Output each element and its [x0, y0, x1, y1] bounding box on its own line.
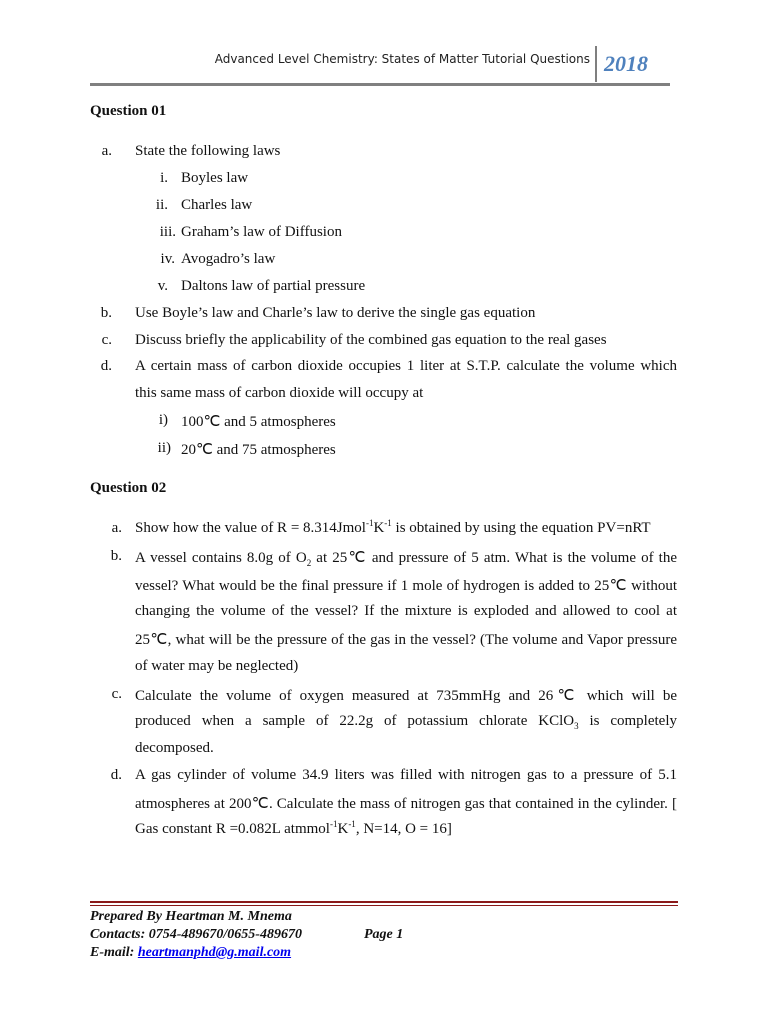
- q1-d-marker: d.: [100, 358, 112, 374]
- q1-c-text: Discuss briefly the applicability of the combined gas equation to the real gases: [135, 332, 607, 348]
- footer-email: [90, 945, 291, 961]
- q2-a-marker: a.: [111, 520, 122, 536]
- header-rule: [90, 83, 670, 86]
- q2-b-marker: b.: [110, 548, 122, 564]
- q2-d-line: Gas constant R =0.082L $atmmol^{-1}K^{-1}$, N=14, O = 16]: [135, 819, 452, 837]
- q2-d-marker: d.: [110, 767, 122, 783]
- q2-b-line: A vessel contains 8.0g of $O_2$ at 25℃ and pressure of 5 atm. What is the volume of the: [135, 550, 677, 568]
- q2-b-line: of water may be neglected): [135, 658, 299, 674]
- condition-marker: i): [158, 412, 168, 428]
- q2-a-text: Show how the value of $R = 8.314Jmol^{-1}K^{-1}$ is obtained by using the equation PV=nRT: [135, 518, 651, 536]
- law-item: Graham’s law of Diffusion: [181, 224, 342, 240]
- condition-item: 20℃ and 75 atmospheres: [181, 442, 336, 458]
- q1-b-text: Use Boyle’s law and Charle’s law to derive the single gas equation: [135, 305, 536, 321]
- q2-b-line: vessel? What would be the final pressure if 1 mole of hydrogen is added to 25℃ without: [135, 578, 677, 594]
- footer-rule: [90, 905, 678, 906]
- law-marker: ii.: [155, 197, 168, 213]
- law-item: Avogadro’s law: [181, 251, 276, 267]
- q2-d-line: A gas cylinder of volume 34.9 liters was filled with nitrogen gas to a pressure of 5.1: [135, 767, 677, 783]
- condition-item: 100℃ and 5 atmospheres: [181, 414, 336, 430]
- footer-rule: [90, 901, 678, 903]
- header-divider: [595, 46, 597, 82]
- q1-b-marker: b.: [100, 305, 112, 321]
- law-item: Daltons law of partial pressure: [181, 278, 366, 294]
- question-02-title: Question 02: [90, 480, 167, 496]
- email-link[interactable]: heartmanphd@g.mail.com: [137, 945, 292, 960]
- law-marker: i.: [160, 170, 168, 186]
- q1-c-marker: c.: [101, 332, 112, 348]
- header-year: 2018: [604, 51, 648, 76]
- email-label: E-mail:: [90, 945, 138, 960]
- law-marker: iii.: [159, 224, 176, 240]
- law-item: Charles law: [181, 197, 253, 213]
- condition-marker: ii): [157, 440, 171, 456]
- law-marker: iv.: [160, 251, 175, 267]
- q2-c-line: produced when a sample of 22.2g of potassium chlorate KClO$_3$ is completely: [135, 713, 677, 731]
- footer-page-number: Page 1: [364, 927, 404, 942]
- q1-a-marker: a.: [101, 143, 112, 159]
- q2-c-marker: c.: [111, 686, 122, 702]
- q1-d-line: A certain mass of carbon dioxide occupies 1 liter at S.T.P. calculate the volume which: [135, 358, 677, 374]
- question-01-title: Question 01: [90, 103, 167, 119]
- q2-c-line: decomposed.: [135, 740, 214, 756]
- footer-contacts: Contacts: 0754-489670/0655-489670: [90, 927, 302, 942]
- footer-prepared-by: Prepared By Heartman M. Mnema: [90, 909, 292, 924]
- q1-a-text: State the following laws: [135, 143, 281, 159]
- q2-d-line: atmospheres at 200℃. Calculate the mass of nitrogen gas that contained in the cylinder. [: [135, 796, 677, 812]
- law-marker: v.: [157, 278, 168, 294]
- q2-b-line: 25℃, what will be the pressure of the gas in the vessel? (The volume and Vapor pressure: [135, 632, 677, 648]
- q2-c-line: Calculate the volume of oxygen measured at 735mmHg and 26℃ which will be: [135, 688, 677, 704]
- q1-d-line: this same mass of carbon dioxide will occupy at: [135, 385, 424, 401]
- header-title: Advanced Level Chemistry: States of Matter Tutorial Questions: [214, 52, 590, 66]
- law-item: Boyles law: [181, 170, 249, 186]
- q2-b-line: changing the volume of the vessel? If the mixture is exploded and allowed to cool at: [135, 603, 677, 619]
